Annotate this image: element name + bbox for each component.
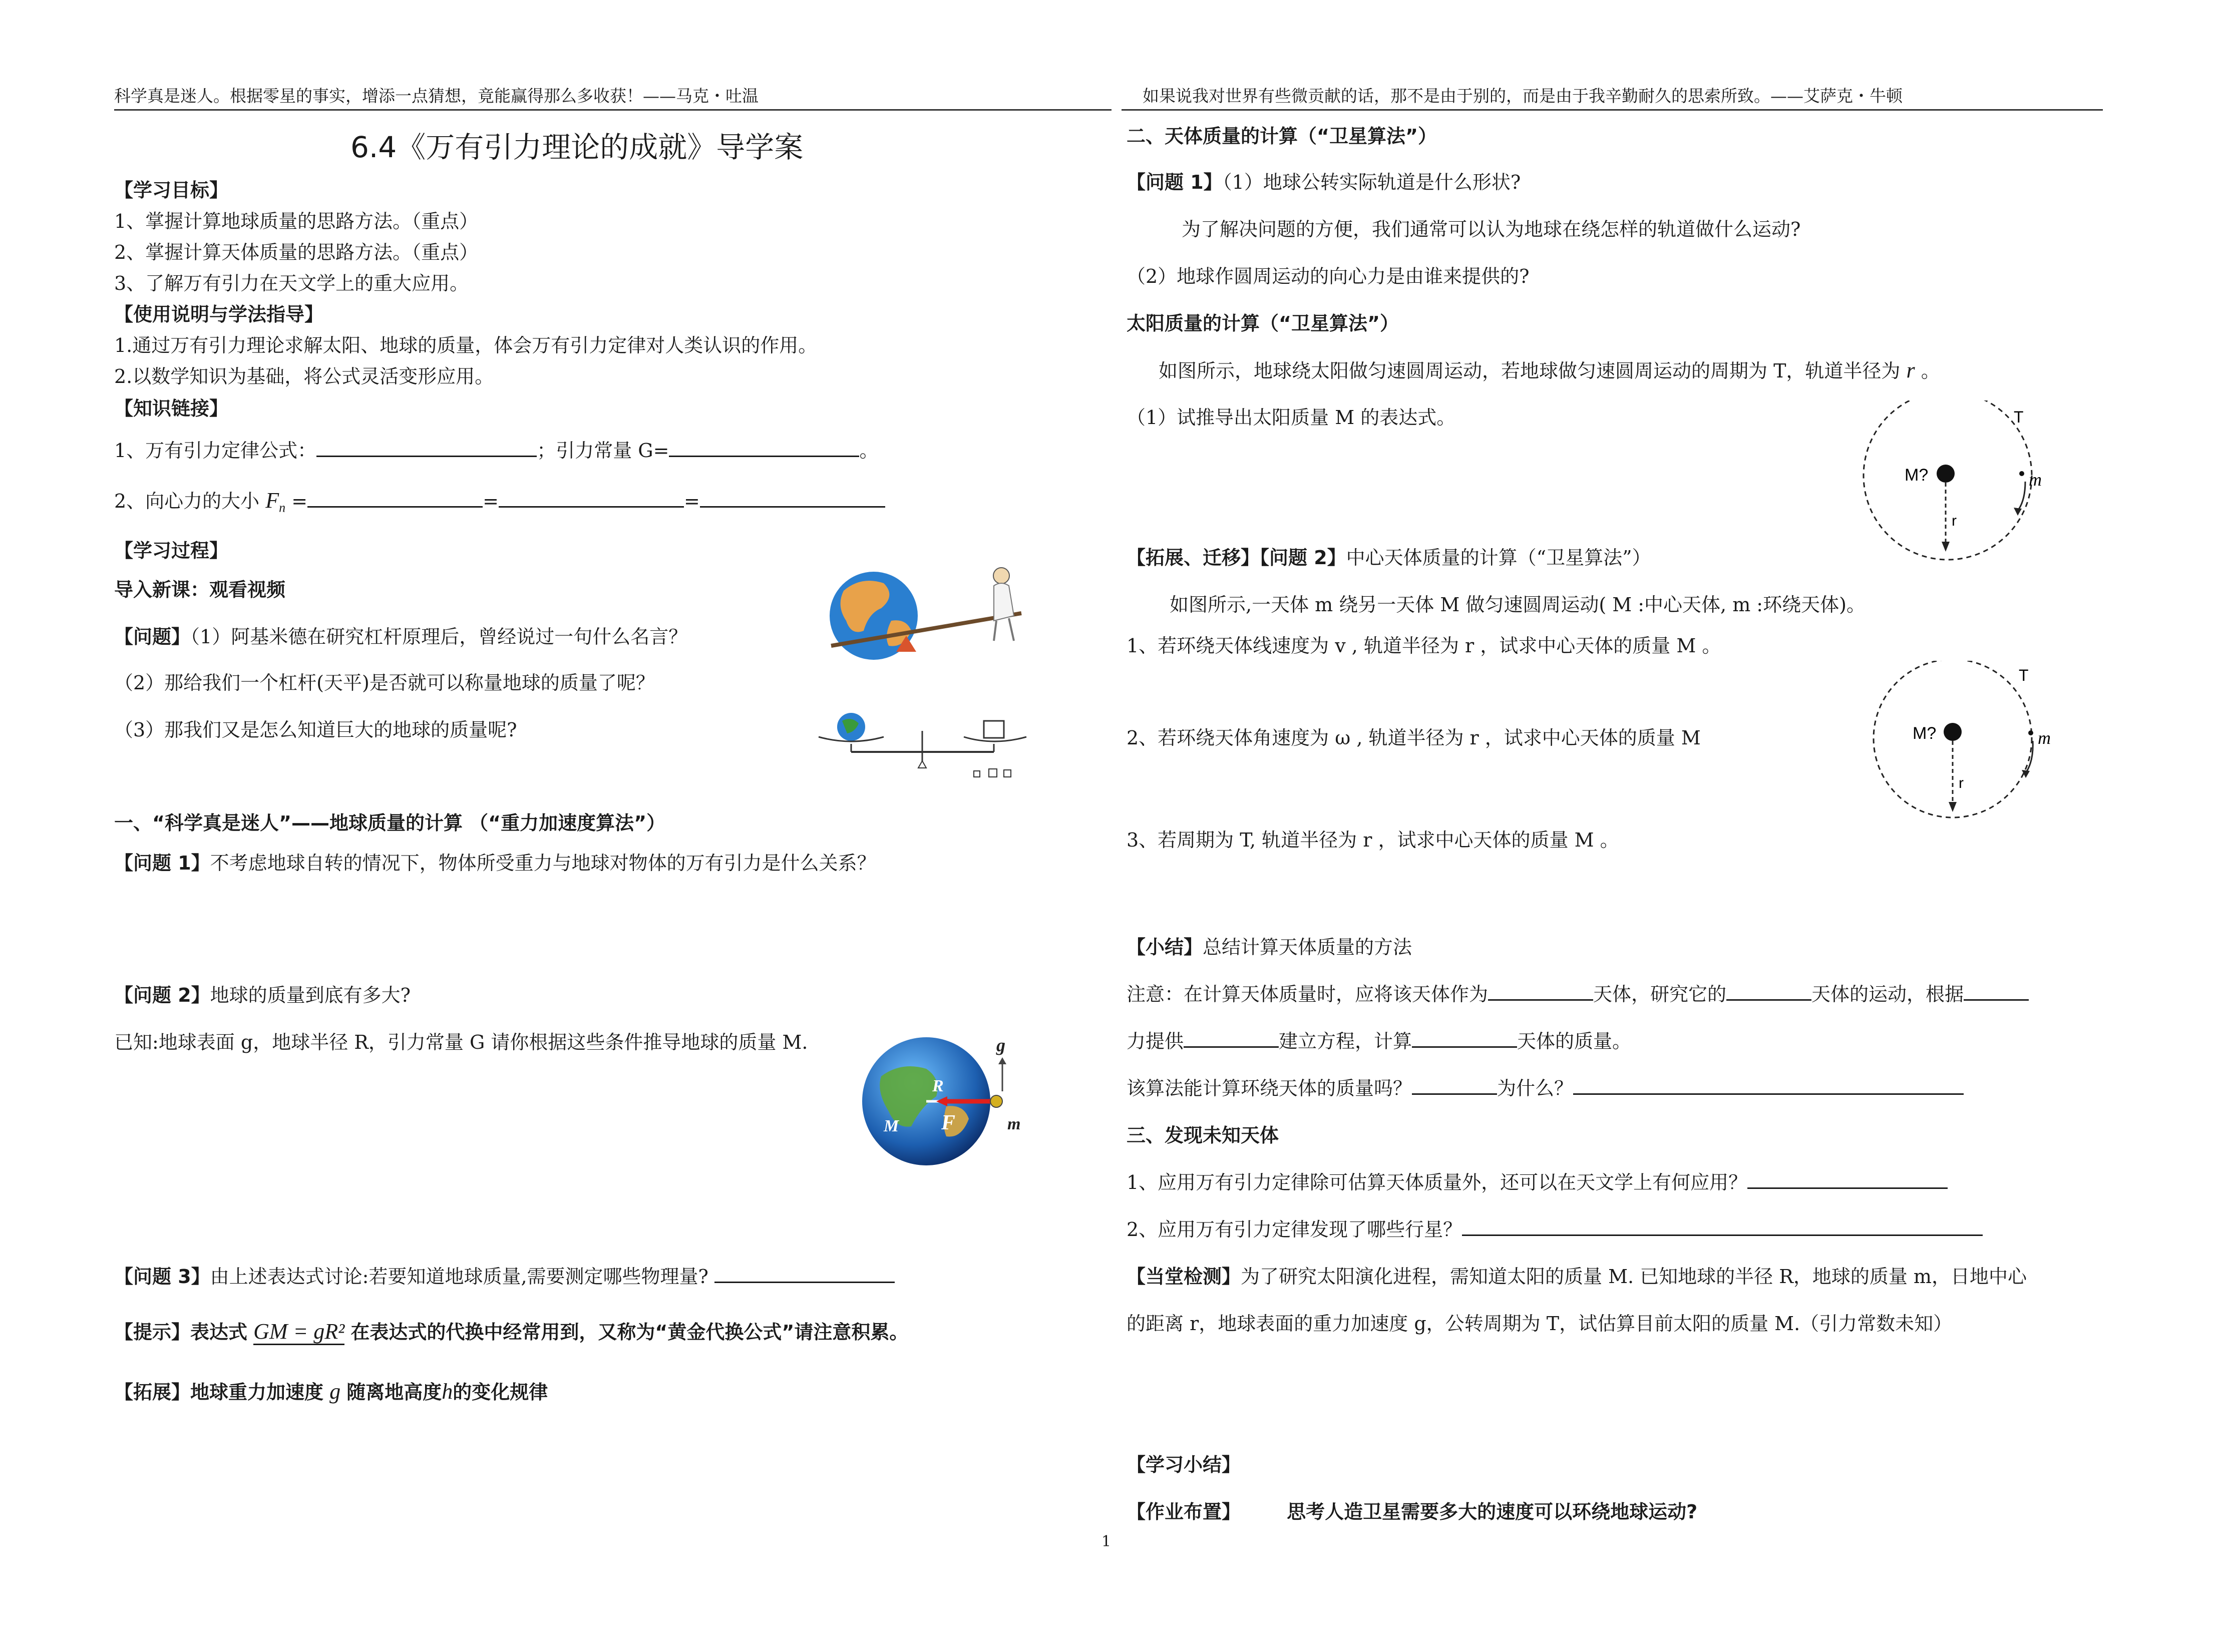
extension-question-2 [1127, 546, 1651, 570]
goal-1: 1、掌握计算地球质量的思路方法。（重点） [114, 210, 479, 232]
right-question-1-text: （1）地球公转实际轨道是什么形状? [1222, 171, 1521, 193]
sun-question: （1）试推导出太阳质量 M 的表达式。 [1127, 406, 1456, 429]
note-blank-6[interactable] [1412, 1076, 1497, 1095]
central-body-1 [1937, 465, 1955, 483]
extension-item-2: 2、若环绕天体角速度为 ω , 轨道半径为 r ，试求中心天体的质量 M [1127, 727, 1701, 749]
extension-question-2-heading: 【拓展、迁移】【问题 2】 [1127, 547, 1346, 569]
section-3-heading: 三、发现未知天体 [1127, 1124, 1279, 1146]
symbol-g: g [329, 1379, 341, 1404]
extension-b: 随离地高度 [346, 1381, 442, 1403]
extension-intro: 如图所示,一天体 m 绕另一天体 M 做匀速圆周运动( M :中心天体, m :环绕天体)。 [1170, 594, 1866, 616]
usage-1: 1.通过万有引力理论求解太阳、地球的质量，体会万有引力定律对人类认识的作用。 [114, 334, 818, 356]
note-line-1 [1127, 982, 2029, 1006]
link-heading: 【知识链接】 [114, 397, 229, 420]
summary-text: 总结计算天体质量的方法 [1203, 936, 1412, 958]
homework-text: 思考人造卫星需要多大的速度可以环绕地球运动? [1287, 1501, 1698, 1523]
extension-heading: 【拓展】 [114, 1381, 191, 1403]
problem-1 [114, 851, 876, 875]
hint-heading: 【提示】 [114, 1321, 191, 1343]
note-blank-3[interactable] [1964, 982, 2029, 1001]
right-question-1-heading: 【问题 1】 [1127, 171, 1223, 193]
earth-gravity-diagram [861, 1031, 1031, 1171]
goal-2: 2、掌握计算天体质量的思路方法。（重点） [114, 241, 479, 263]
problem-2-text: 地球的质量到底有多大? [210, 984, 411, 1006]
central-body-2 [1944, 723, 1962, 741]
problem-2 [114, 983, 411, 1007]
eq-1: = [291, 490, 308, 512]
page-number: 1 [1101, 1533, 1112, 1550]
note1-a: 注意：在计算天体质量时，应将该天体作为 [1127, 983, 1489, 1005]
discover-1 [1127, 1170, 1948, 1194]
orbit2-m-label: m [2038, 728, 2051, 748]
gravity-constant-blank[interactable] [669, 439, 859, 457]
problem-1-text: 不考虑地球自转的情况下，物体所受重力与地球对物体的万有引力是什么关系？ [210, 852, 876, 874]
note2-a: 力提供 [1127, 1030, 1184, 1052]
extension-c: 的变化规律 [453, 1381, 548, 1403]
note2-b: 建立方程，计算 [1279, 1030, 1412, 1052]
sun-mass-heading: 太阳质量的计算（“卫星算法”） [1127, 312, 1399, 334]
discover-1-text: 1、应用万有引力定律除可估算天体质量外，还可以在天文学上有何应用？ [1127, 1171, 1748, 1193]
mass-m-icon [990, 1095, 1002, 1107]
orbit2-center-label: M? [1913, 724, 1937, 743]
balance-scale-illustration [816, 706, 1031, 786]
sun-text-end: 。 [1921, 360, 1940, 382]
note3-b: 为什么？ [1497, 1077, 1574, 1099]
test-line-1 [1127, 1265, 2027, 1289]
force-subscript: n [279, 500, 286, 515]
question-1-text: （1）阿基米德在研究杠杆原理后，曾经说过一句什么名言？ [190, 626, 688, 648]
goals-heading: 【学习目标】 [114, 179, 229, 201]
hint-prefix: 表达式 [190, 1321, 248, 1343]
test-text-1: 为了研究太阳演化进程，需知道太阳的质量 M. 已知地球的半径 R，地球的质量 m，日地中心 [1241, 1266, 2027, 1288]
extension-item-3: 3、若周期为 T, 轨道半径为 r ，试求中心天体的质量 M 。 [1127, 829, 1619, 851]
note1-c: 天体的运动，根据 [1811, 983, 1964, 1005]
note-blank-4[interactable] [1184, 1029, 1279, 1048]
header-quote-left: 科学真是迷人。根据零星的事实，增添一点猜想，竟能赢得那么多收获！——马克・吐温 [114, 86, 759, 106]
satellite-1 [2019, 471, 2024, 476]
link1-end: 。 [859, 440, 879, 462]
force-symbol: F [265, 488, 279, 513]
note3-a: 该算法能计算环绕天体的质量吗？ [1127, 1077, 1412, 1099]
question-heading: 【问题】 [114, 626, 191, 648]
discover-blank-1[interactable] [1747, 1170, 1948, 1189]
problem-3-heading: 【问题 3】 [114, 1266, 210, 1288]
summary-line [1127, 935, 1412, 959]
extension-line [114, 1380, 548, 1404]
goal-3: 3、了解万有引力在天文学上的重大应用。 [114, 272, 469, 294]
golden-formula: GM = gR² [253, 1319, 344, 1345]
orbit1-center-label: M? [1905, 466, 1929, 485]
label-R: R [932, 1077, 944, 1095]
label-m: m [1007, 1115, 1021, 1133]
sun-text-body: 如图所示，地球绕太阳做匀速圆周运动，若地球做匀速圆周运动的周期为 T，轨道半径为 [1159, 360, 1901, 382]
symbol-h: h [442, 1379, 453, 1404]
section-1-heading: 一、“科学真是迷人”——地球质量的计算 （“重力加速度算法”） [114, 812, 666, 834]
centripetal-blank-3[interactable] [700, 489, 885, 508]
usage-2: 2.以数学知识为基础，将公式灵活变形应用。 [114, 365, 494, 387]
gravitation-formula-blank[interactable] [316, 439, 537, 457]
discover-2-text: 2、应用万有引力定律发现了哪些行星？ [1127, 1218, 1462, 1241]
link2-label: 2、向心力的大小 [114, 490, 260, 512]
right-question-1 [1127, 170, 1521, 194]
hint-suffix: 在表达式的代换中经常用到，又称为“黄金代换公式”请注意积累。 [350, 1321, 909, 1343]
homework-line [1127, 1500, 1697, 1524]
discover-blank-2[interactable] [1462, 1217, 1983, 1236]
homework-heading: 【作业布置】 [1127, 1501, 1241, 1523]
archimedes-figure-icon [994, 583, 1014, 621]
satellite-2 [2028, 730, 2033, 735]
process-heading: 【学习过程】 [114, 540, 229, 562]
sun-mass-text [1159, 358, 1940, 383]
header-rule-left [114, 109, 1112, 111]
question-3: （3）那我们又是怎么知道巨大的地球的质量呢? [114, 719, 517, 741]
problem-3-blank[interactable] [714, 1265, 895, 1283]
study-summary-heading: 【学习小结】 [1127, 1454, 1241, 1476]
orbit1-m-label: m [2029, 470, 2042, 490]
symbol-r: r [1906, 358, 1915, 382]
note-blank-7[interactable] [1573, 1076, 1964, 1095]
centripetal-blank-1[interactable] [307, 489, 483, 508]
hint-line [114, 1320, 908, 1344]
archimedes-lever-illustration [821, 566, 1031, 671]
problem-2-heading: 【问题 2】 [114, 984, 210, 1006]
label-M: M [884, 1117, 899, 1135]
orbit1-r-label: r [1952, 513, 1957, 529]
note-blank-2[interactable] [1726, 982, 1811, 1001]
eq-2: = [483, 490, 499, 512]
link1-g-label: ；引力常量 G= [537, 440, 669, 462]
extension-a: 地球重力加速度 [190, 1381, 324, 1403]
discover-2 [1127, 1217, 1983, 1242]
usage-heading: 【使用说明与学法指导】 [114, 303, 324, 325]
note2-c: 天体的质量。 [1517, 1030, 1632, 1052]
note1-b: 天体，研究它的 [1593, 983, 1727, 1005]
problem-1-heading: 【问题 1】 [114, 852, 210, 874]
orbit-diagram-2 [1863, 661, 2053, 826]
extension-item-1: 1、若环绕天体线速度为 v , 轨道半径为 r ，试求中心天体的质量 M 。 [1127, 635, 1721, 657]
note-line-3 [1127, 1076, 1964, 1100]
centripetal-blank-2[interactable] [499, 489, 684, 508]
right-question-1b: 为了解决问题的方便，我们通常可以认为地球在绕怎样的轨道做什么运动? [1182, 218, 1801, 240]
link-line-1 [114, 439, 878, 463]
eq-3: = [683, 490, 700, 512]
problem-3-text: 由上述表达式讨论:若要知道地球质量,需要测定哪些物理量? [210, 1266, 708, 1288]
orbit2-T-label: T [2019, 666, 2029, 684]
weight-block-icon [984, 721, 1004, 738]
link-line-2 [114, 489, 885, 520]
problem-2-known: 已知:地球表面 g，地球半径 R，引力常量 G 请你根据这些条件推导地球的质量 M. [114, 1031, 808, 1053]
right-question-1c: （2）地球作圆周运动的向心力是由谁来提供的? [1127, 265, 1530, 287]
test-heading: 【当堂检测】 [1127, 1266, 1241, 1288]
orbit2-r-label: r [1959, 775, 1964, 791]
question-2: （2）那给我们一个杠杆(天平)是否就可以称量地球的质量了呢？ [114, 672, 655, 694]
section-2-heading: 二、天体质量的计算（“卫星算法”） [1127, 125, 1437, 147]
link1-label: 1、万有引力定律公式： [114, 440, 317, 462]
summary-heading: 【小结】 [1127, 936, 1203, 958]
page-title: 6.4《万有引力理论的成就》导学案 [350, 130, 804, 164]
header-rule-right [1122, 109, 2103, 111]
note-blank-1[interactable] [1488, 982, 1593, 1001]
label-F: F [941, 1111, 956, 1134]
test-line-2: 的距离 r，地球表面的重力加速度 g，公转周期为 T，试估算目前太阳的质量 M.（引力常数未知） [1127, 1313, 1953, 1335]
header-quote-right: 如果说我对世界有些微贡献的话，那不是由于别的，而是由于我辛勤耐久的思索所致。——艾萨克・牛顿 [1143, 86, 1903, 106]
orbit-diagram-1 [1853, 400, 2043, 566]
extension-question-2-title: 中心天体质量的计算（“卫星算法”） [1346, 547, 1651, 569]
note-line-2 [1127, 1029, 1631, 1053]
intro-label: 导入新课：观看视频 [114, 579, 286, 601]
orbit1-T-label: T [2014, 408, 2024, 426]
question-1 [114, 625, 687, 649]
note-blank-5[interactable] [1412, 1029, 1517, 1048]
label-g: g [996, 1035, 1005, 1055]
problem-3 [114, 1265, 895, 1289]
